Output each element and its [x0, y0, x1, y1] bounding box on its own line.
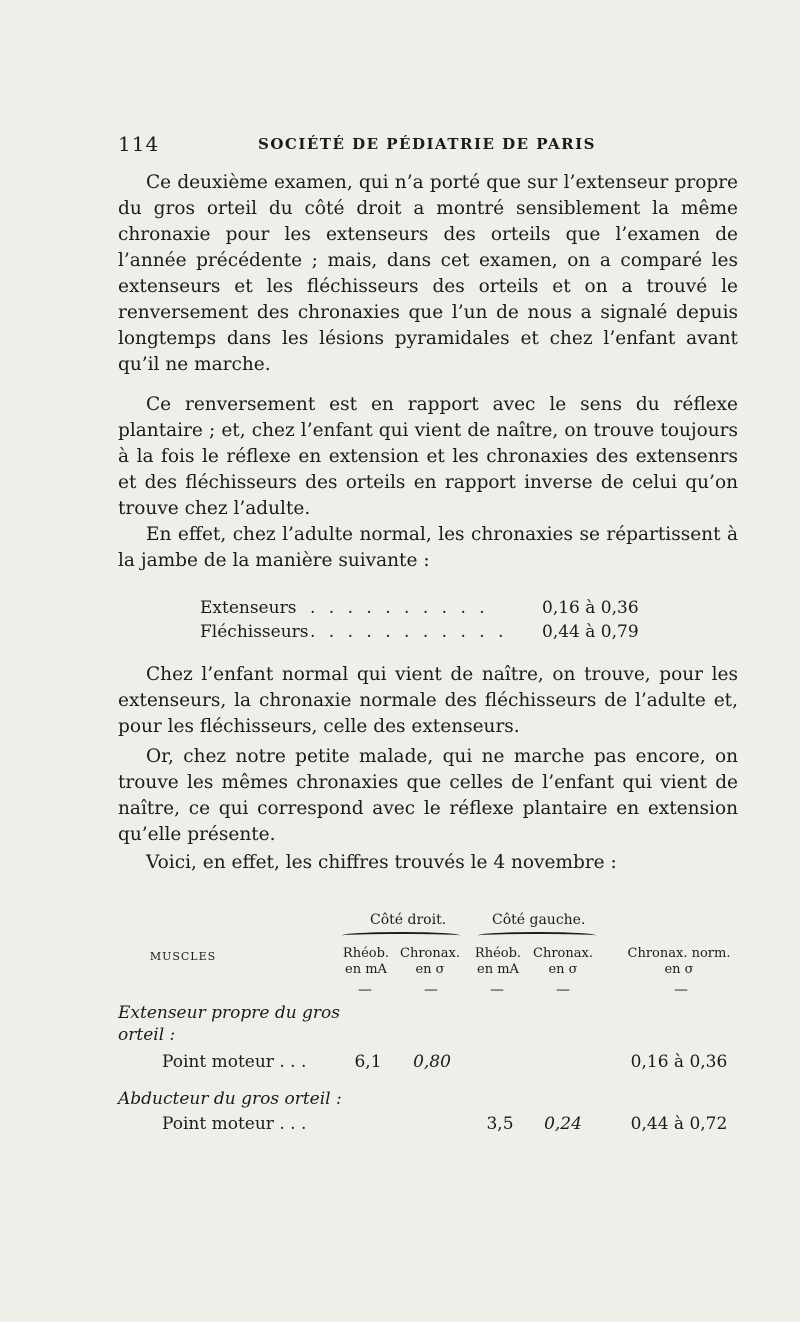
adult-chronaxie-list	[200, 596, 680, 644]
col-header-rheob-left: Rhéob. en mA	[474, 946, 522, 977]
cell-chron-left: 0,24	[544, 1114, 582, 1134]
col-header-rheob-right: Rhéob. en mA	[342, 946, 390, 977]
dash: —	[490, 982, 504, 998]
list-item	[200, 620, 680, 644]
page-number: 114	[118, 132, 160, 156]
dash: —	[674, 982, 688, 998]
row-point-label: Point moteur . . .	[162, 1114, 307, 1134]
col-header-chron-right: Chronax. en σ	[400, 946, 460, 977]
chronaxie-table	[118, 912, 768, 1142]
cell-chron-norm: 0,44 à 0,72	[630, 1114, 728, 1134]
cell-rheob-left: 3,5	[486, 1114, 514, 1134]
row-point-label: Point moteur . . .	[162, 1052, 307, 1072]
list-item	[200, 596, 680, 620]
cell-rheob-right: 6,1	[354, 1052, 382, 1072]
row-muscle-abductor: Abducteur du gros orteil :	[118, 1089, 342, 1109]
row-muscle-extensor: Extenseur propre du gros orteil :	[118, 1003, 341, 1045]
list-item-range: 0,16 à 0,36	[542, 598, 639, 618]
list-item-label: Extenseurs	[200, 598, 297, 618]
group-header-left: Côté gauche.	[492, 912, 586, 928]
list-item-leader: . . . . . . . . . . .	[310, 622, 508, 642]
paragraph-newborn: Chez l’enfant normal qui vient de naître, on trouve, pour les extenseurs, la chronaxie normale des fléchisseurs de l’adulte et, pour les fléchisseurs, celle des extenseurs.	[118, 664, 738, 737]
muscles-header: MUSCLES	[149, 950, 217, 963]
list-item-label: Fléchisseurs	[200, 622, 309, 642]
group-header-right: Côté droit.	[370, 912, 447, 928]
dash: —	[424, 982, 438, 998]
list-item-range: 0,44 à 0,79	[542, 622, 639, 642]
page-header	[118, 132, 758, 156]
col-header-chron-left: Chronax. en σ	[533, 946, 593, 977]
col-header-chron-norm: Chronax. norm. en σ	[627, 946, 731, 977]
paragraph-figures-intro: Voici, en effet, les chiffres trouvés le 4 novembre :	[146, 852, 617, 873]
cell-chron-right: 0,80	[413, 1052, 451, 1072]
paragraph-second-exam: Ce deuxième examen, qui n’a porté que sur l’extenseur propre du gros orteil du côté droit a montré sensiblement la même chronaxie pour les extenseurs des orteils que l’examen de l’année précédente ; mais, dans cet examen, on a comparé les extenseurs et les fléchisseurs des orteils et on a trouvé le renversement des chronaxies que l’un de nous a signalé depuis longtemps dans les lésions pyramidales et chez l’enfant avant qu’il ne marche.	[118, 172, 738, 375]
running-title: SOCIÉTÉ DE PÉDIATRIE DE PARIS	[258, 135, 596, 153]
paragraph-adult-normal: En effet, chez l’adulte normal, les chronaxies se répartissent à la jambe de la manière suivante :	[118, 524, 738, 571]
brace-left	[478, 932, 596, 939]
dash: —	[556, 982, 570, 998]
cell-chron-norm: 0,16 à 0,36	[630, 1052, 728, 1072]
list-item-leader: . . . . . . . . . .	[310, 598, 489, 618]
dash: —	[358, 982, 372, 998]
paragraph-patient: Or, chez notre petite malade, qui ne marche pas encore, on trouve les mêmes chronaxies que celles de l’enfant qui vient de naître, ce qui correspond avec le réflexe plantaire en extension qu’elle présente.	[118, 746, 738, 845]
paragraph-reversal: Ce renversement est en rapport avec le sens du réflexe plantaire ; et, chez l’enfant qui vient de naître, on trouve toujours à la fois le réflexe en extension et les chronaxies des extensenrs et des fléchisseurs des orteils en rapport inverse de celui qu’on trouve chez l’adulte.	[118, 394, 738, 519]
brace-right	[342, 932, 460, 939]
